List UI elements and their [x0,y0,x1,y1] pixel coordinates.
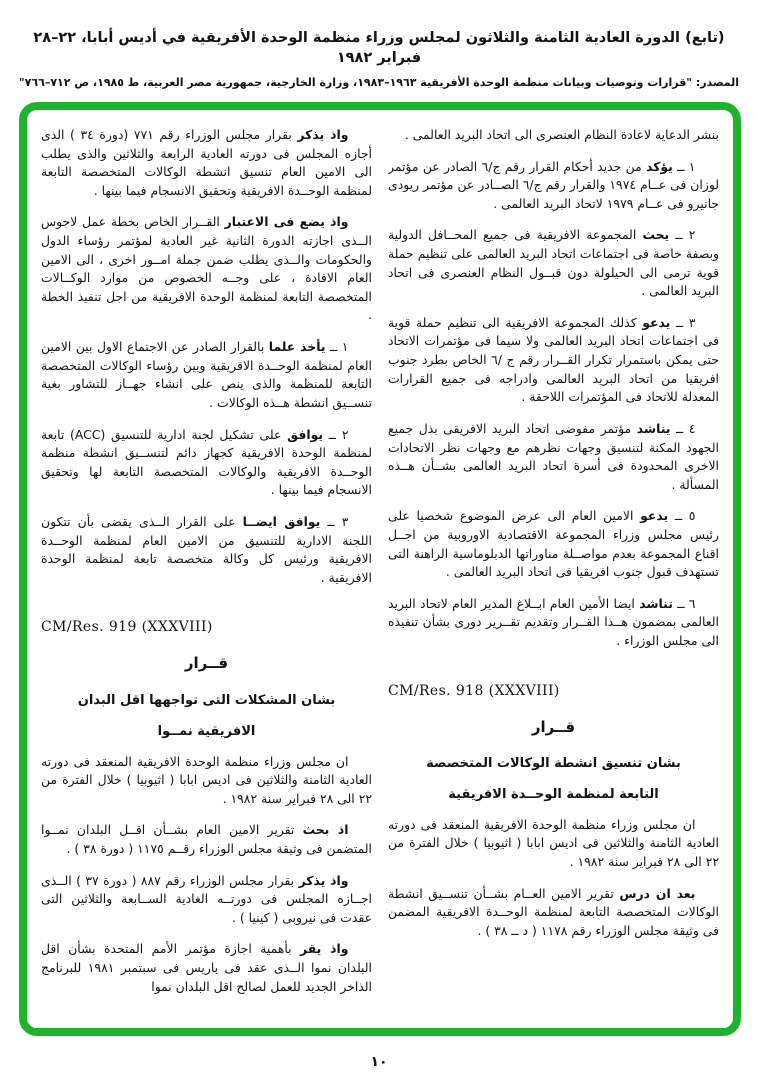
paragraph: ٢ ــ يوافق على تشكيل لجنة ادارية للتنسيق (ACC) تابعة لمنظمة الوحدة الافريقية كجهاز دائم لتنســيق انشطة منظمة الوحــدة الافريقية والوكالات المتخصصة التابعة لها وتحقيق الانسجام فيما بينها . [41,426,372,498]
resolution-heading: بشان تنسيق انشطة الوكالات المتخصصة [426,756,681,772]
resolution-reference: CM/Res. 918 (XXXVIII) [388,682,560,699]
paragraph: اذ بحث تقرير الامين العام بشــأن اقــل البلدان نمــوا المتضمن فى وثيقة مجلس الوزراء رقــم ١١٧٥ ( دورة ٣٨ ) . [41,822,372,856]
resolution-heading: قــرار [184,654,229,673]
resolution-heading: الافريقية نمــوا [157,723,256,739]
resolution-heading: بشان المشكلات التى تواجهها اقل البدان [77,692,336,708]
resolution-reference: CM/Res. 919 (XXXVIII) [41,619,213,636]
paragraph: واذ يضع فى الاعتبار القــرار الخاص بخطة عمل لاجوس الــذى اجازته الدورة الثانية غير العادية لمؤتمر رؤساء الدول والحكومات والــذى يطلب ضمن جملة امــور اخرى ، الى الامين العام الافادة ، على وجــه الخصوص من موارد الوكــالات المتخصصة التابعة لمنظمة الوحدة الافريقية من اجل تنفيذ الخطة . [41,214,372,323]
paragraph: ٢ ــ يحث المجموعة الافريقية فى جميع المحــافل الدولية وبصفة خاصة فى اجتماعات اتحاد البريد العالمى على تنظيم حملة قوية ترمى الى الحيلولة دون قبــول النظام العنصرى فى اتحاد البريد العالمى . [388,227,719,299]
paragraph: ان مجلس وزراء منظمة الوحدة الافريقية المنعقد فى دورته العادية الثامنة والثلاثين فى اديس ابابا ( اثيوبيا ) خلال الفترة من ٢٢ الى ٢٨ فبراير سنة ١٩٨٢ . [388,816,719,869]
header-source-line: المصدر: "قرارات وتوصيات وبيانات منظمة الوحدة الأفريقية ١٩٦٣–١٩٨٣، وزارة الخارجية، جمهورية مصر العربية، ط ١٩٨٥، ص ٧١٢–٧٦٦" [18,75,740,89]
paragraph: بنشر الدعاية لاعادة النظام العنصرى الى اتحاد البريد العالمى . [404,127,719,142]
paragraph: ٤ ــ يناشد مؤتمر مفوضى اتحاد البريد الافريقى بذل جميع الجهود المكنة لتنسيق وجهات نظرهم مع وجهات نظر الاتحادات الاخرى المحدودة فى أسرة اتحاد البريد العالمى بشــأن هــذه المسألة . [388,420,719,492]
paragraph: ٦ ــ تناشد ايضا الأمين العام ابــلاغ المدير العام لاتحاد البريد العالمى بمضمون هــذا القــرار وتقديم تقــرير دورى بشأن تنفيذه الى مجلس الوزراء . [388,595,719,649]
green-border-frame [19,102,741,1036]
paragraph: ٣ ــ يدعو كذلك المجموعة الافريقية الى تنظيم حملة قوية فى اجتماعات اتحاد البريد العالمى ولا سيما فى مؤتمرات الاتحاد حتى يمكن باستمرار تكرار القــرار رقم ج /٦ الخاص بطرد جنوب افريقيا من اتحاد البريد العالمى وادراجه فى جميع القرارات المعدلة للاتحاد فى المؤتمرات اللاحقة . [388,314,719,405]
paragraph: واذ يقر بأهمية اجازة مؤتمر الأمم المتحدة بشأن اقل البلدان نموا الــذى عقد فى باريس فى سبتمبر ١٩٨١ للبرنامج الذاخر الجديد للعمل لصالح اقل البلدان نموا [41,941,372,994]
paragraph: ٣ ــ يوافق ايضــا على القرار الــذى يقضى بأن تتكون اللجنة الادارية للتنسيق من الامين العام لمنظمة الوحــدة الافريقية ورئيس كل وكالة متخصصة تابعة لمنظمة الوحدة الافريقية . [41,513,372,585]
column-right [388,126,719,1018]
paragraph: ١ ــ يؤكد من جديد أحكام القرار رقم ج/٦ الصادر عن مؤتمر لوزان فى عــام ١٩٧٤ والقرار رقم ج/٦ الصــادر عن مؤتمر ريودى جانيرو فى عــام ١٩٧٩ لاتحاد البريد العالمى . [388,158,719,211]
paragraph: ١ ــ يأخذ علما بالقرار الصادر عن الاجتماع الاول بين الامين العام لمنظمة الوحــدة الافريقية وبين رؤساء الوكالات المتخصصة التابعة للمنظمة والذى ينص على انشاء جهــاز للتشاور بغية تنســيق انشطة هــذه الوكالات . [41,339,372,410]
paragraph: ٥ ــ يدعو الامين العام الى عرض الموضوع شخصيا على رئيس مجلس وزراء المجموعة الاقتصادية الاوروبية من اجــل اقناع المجموعة بعدم مواصــلة مناوراتها الدبلوماسية الراهنة التى تستهدف قبول جنوب افريقيا فى اتحاد البريد العالمى . [388,508,719,580]
paragraph: بعد ان درس تقرير الامين العــام بشــأن تنســيق انشطة الوكالات المتخصصة التابعة لمنظمة الوحــدة الافريقية المضمن فى وثيقة مجلس الوزراء رقم ١١٧٨ ( د ــ ٣٨ ) . [388,885,719,938]
page-number: ١٠ [370,1054,388,1070]
column-left [41,126,372,1018]
two-column-text [27,110,733,1028]
header-session-title: (تابع) الدورة العادية الثامنة والثلاثون لمجلس وزراء منظمة الوحدة الأفريقية في أديس أبابا، ٢٢–٢٨ فبراير ١٩٨٢ [33,30,725,67]
page-header [0,0,758,91]
paragraph: ان مجلس وزراء منظمة الوحدة الافريقية المنعقد فى دورته العادية الثامنة والثلاثين فى اديس ابابا ( اثيوبيا ) خلال الفترة من ٢٢ الى ٢٨ فبراير سنة ١٩٨٢ . [41,753,372,806]
paragraph: واذ يذكر بقرار مجلس الوزراء رقم ٨٨٧ ( دورة ٣٧ ) الــذى اجــازه المجلس فى دورتــه الغادية الســابعة والثلاثين التى عقدت فى نيروبى ( كينيا ) . [41,872,372,925]
resolution-heading: التابعة لمنظمة الوحــدة الافريقية [448,786,659,802]
paragraph: واذ يذكر بقرار مجلس الوزراء رقم ٧٧١ (دورة ٣٤ ) الذى أجازه المجلس فى دورته العادية الرابعة والثلاثين والذى يطلب الى الامين العام تنسيق انشطة الوكالات المتخصصة التابعة لمنظمة الوحــدة الافريقية وتحقيق الانسجام فيما بينها . [41,127,372,198]
resolution-heading: قــرار [531,717,576,736]
